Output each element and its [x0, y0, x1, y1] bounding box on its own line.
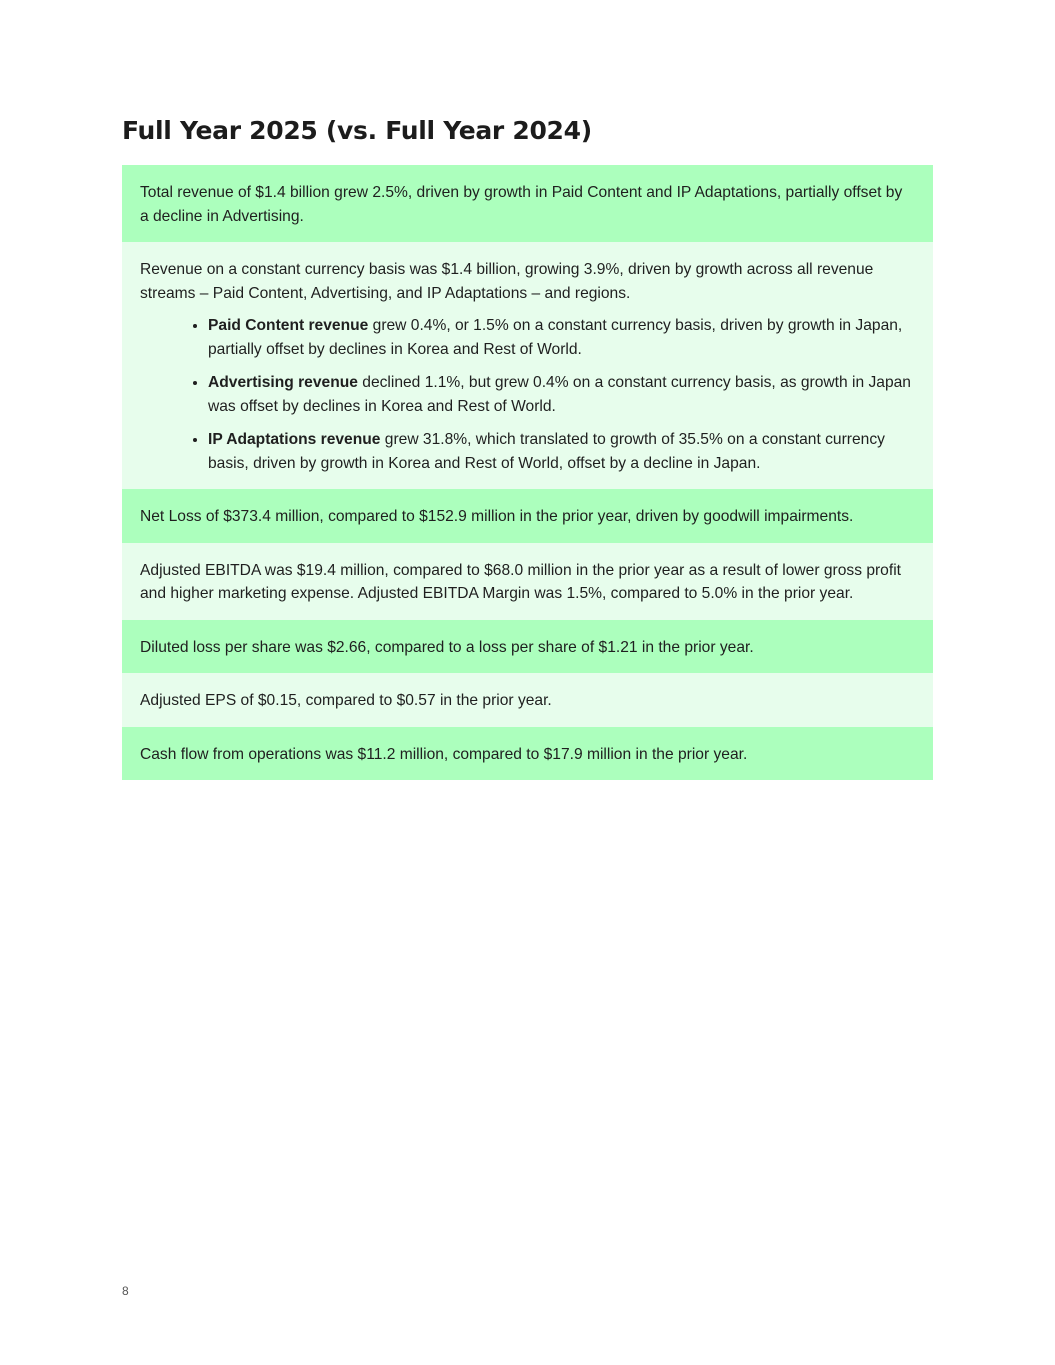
- list-item-text: grew 31.8%, which translated to growth of 35.5% on a constant currency basis, driven by growth in Korea and Rest of World, offset by a decline in Japan.: [208, 431, 885, 472]
- highlight-row-cash-flow: [122, 727, 933, 781]
- list-item-advertising: [208, 371, 915, 418]
- list-item-text: grew 0.4%, or 1.5% on a constant currency basis, driven by growth in Japan, partially offset by declines in Korea and Rest of World.: [208, 317, 903, 358]
- highlight-row-adjusted-eps: [122, 673, 933, 727]
- highlight-text: Diluted loss per share was $2.66, compared to a loss per share of $1.21 in the prior year.: [140, 638, 754, 656]
- highlight-text: Revenue on a constant currency basis was $1.4 billion, growing 3.9%, driven by growth across all revenue streams – Paid Content, Advertising, and IP Adaptations – and regions.: [140, 261, 874, 302]
- list-item-bold: Advertising revenue: [208, 374, 358, 391]
- list-item-bold: IP Adaptations revenue: [208, 431, 381, 448]
- highlight-row-adjusted-ebitda: [122, 543, 933, 620]
- highlight-row-constant-currency: [122, 242, 933, 489]
- highlight-text: Cash flow from operations was $11.2 million, compared to $17.9 million in the prior year.: [140, 745, 748, 763]
- highlight-text: Net Loss of $373.4 million, compared to $152.9 million in the prior year, driven by goodwill impairments.: [140, 508, 854, 525]
- list-item-bold: Paid Content revenue: [208, 317, 369, 334]
- revenue-stream-list: [140, 314, 915, 475]
- highlight-text: Total revenue of $1.4 billion grew 2.5%, driven by growth in Paid Content and IP Adaptations, partially offset by a decline in Advertising.: [140, 184, 903, 225]
- list-item-ip-adaptations: [208, 428, 915, 475]
- highlight-row-diluted-loss: [122, 620, 933, 674]
- list-item-text: declined 1.1%, but grew 0.4% on a constant currency basis, as growth in Japan was offset by declines in Korea and Rest of World.: [208, 374, 911, 415]
- highlights-table: [122, 165, 933, 780]
- list-item-paid-content: [208, 314, 915, 361]
- page-title: Full Year 2025 (vs. Full Year 2024): [122, 116, 592, 145]
- page-number: 8: [122, 1284, 129, 1298]
- highlight-text: Adjusted EPS of $0.15, compared to $0.57 in the prior year.: [140, 692, 552, 709]
- highlight-row-total-revenue: [122, 165, 933, 242]
- highlight-row-net-loss: [122, 489, 933, 543]
- highlight-text: Adjusted EBITDA was $19.4 million, compared to $68.0 million in the prior year as a result of lower gross profit and higher marketing expense. Adjusted EBITDA Margin was 1.5%, compared to 5.0% in the prior year.: [140, 561, 901, 602]
